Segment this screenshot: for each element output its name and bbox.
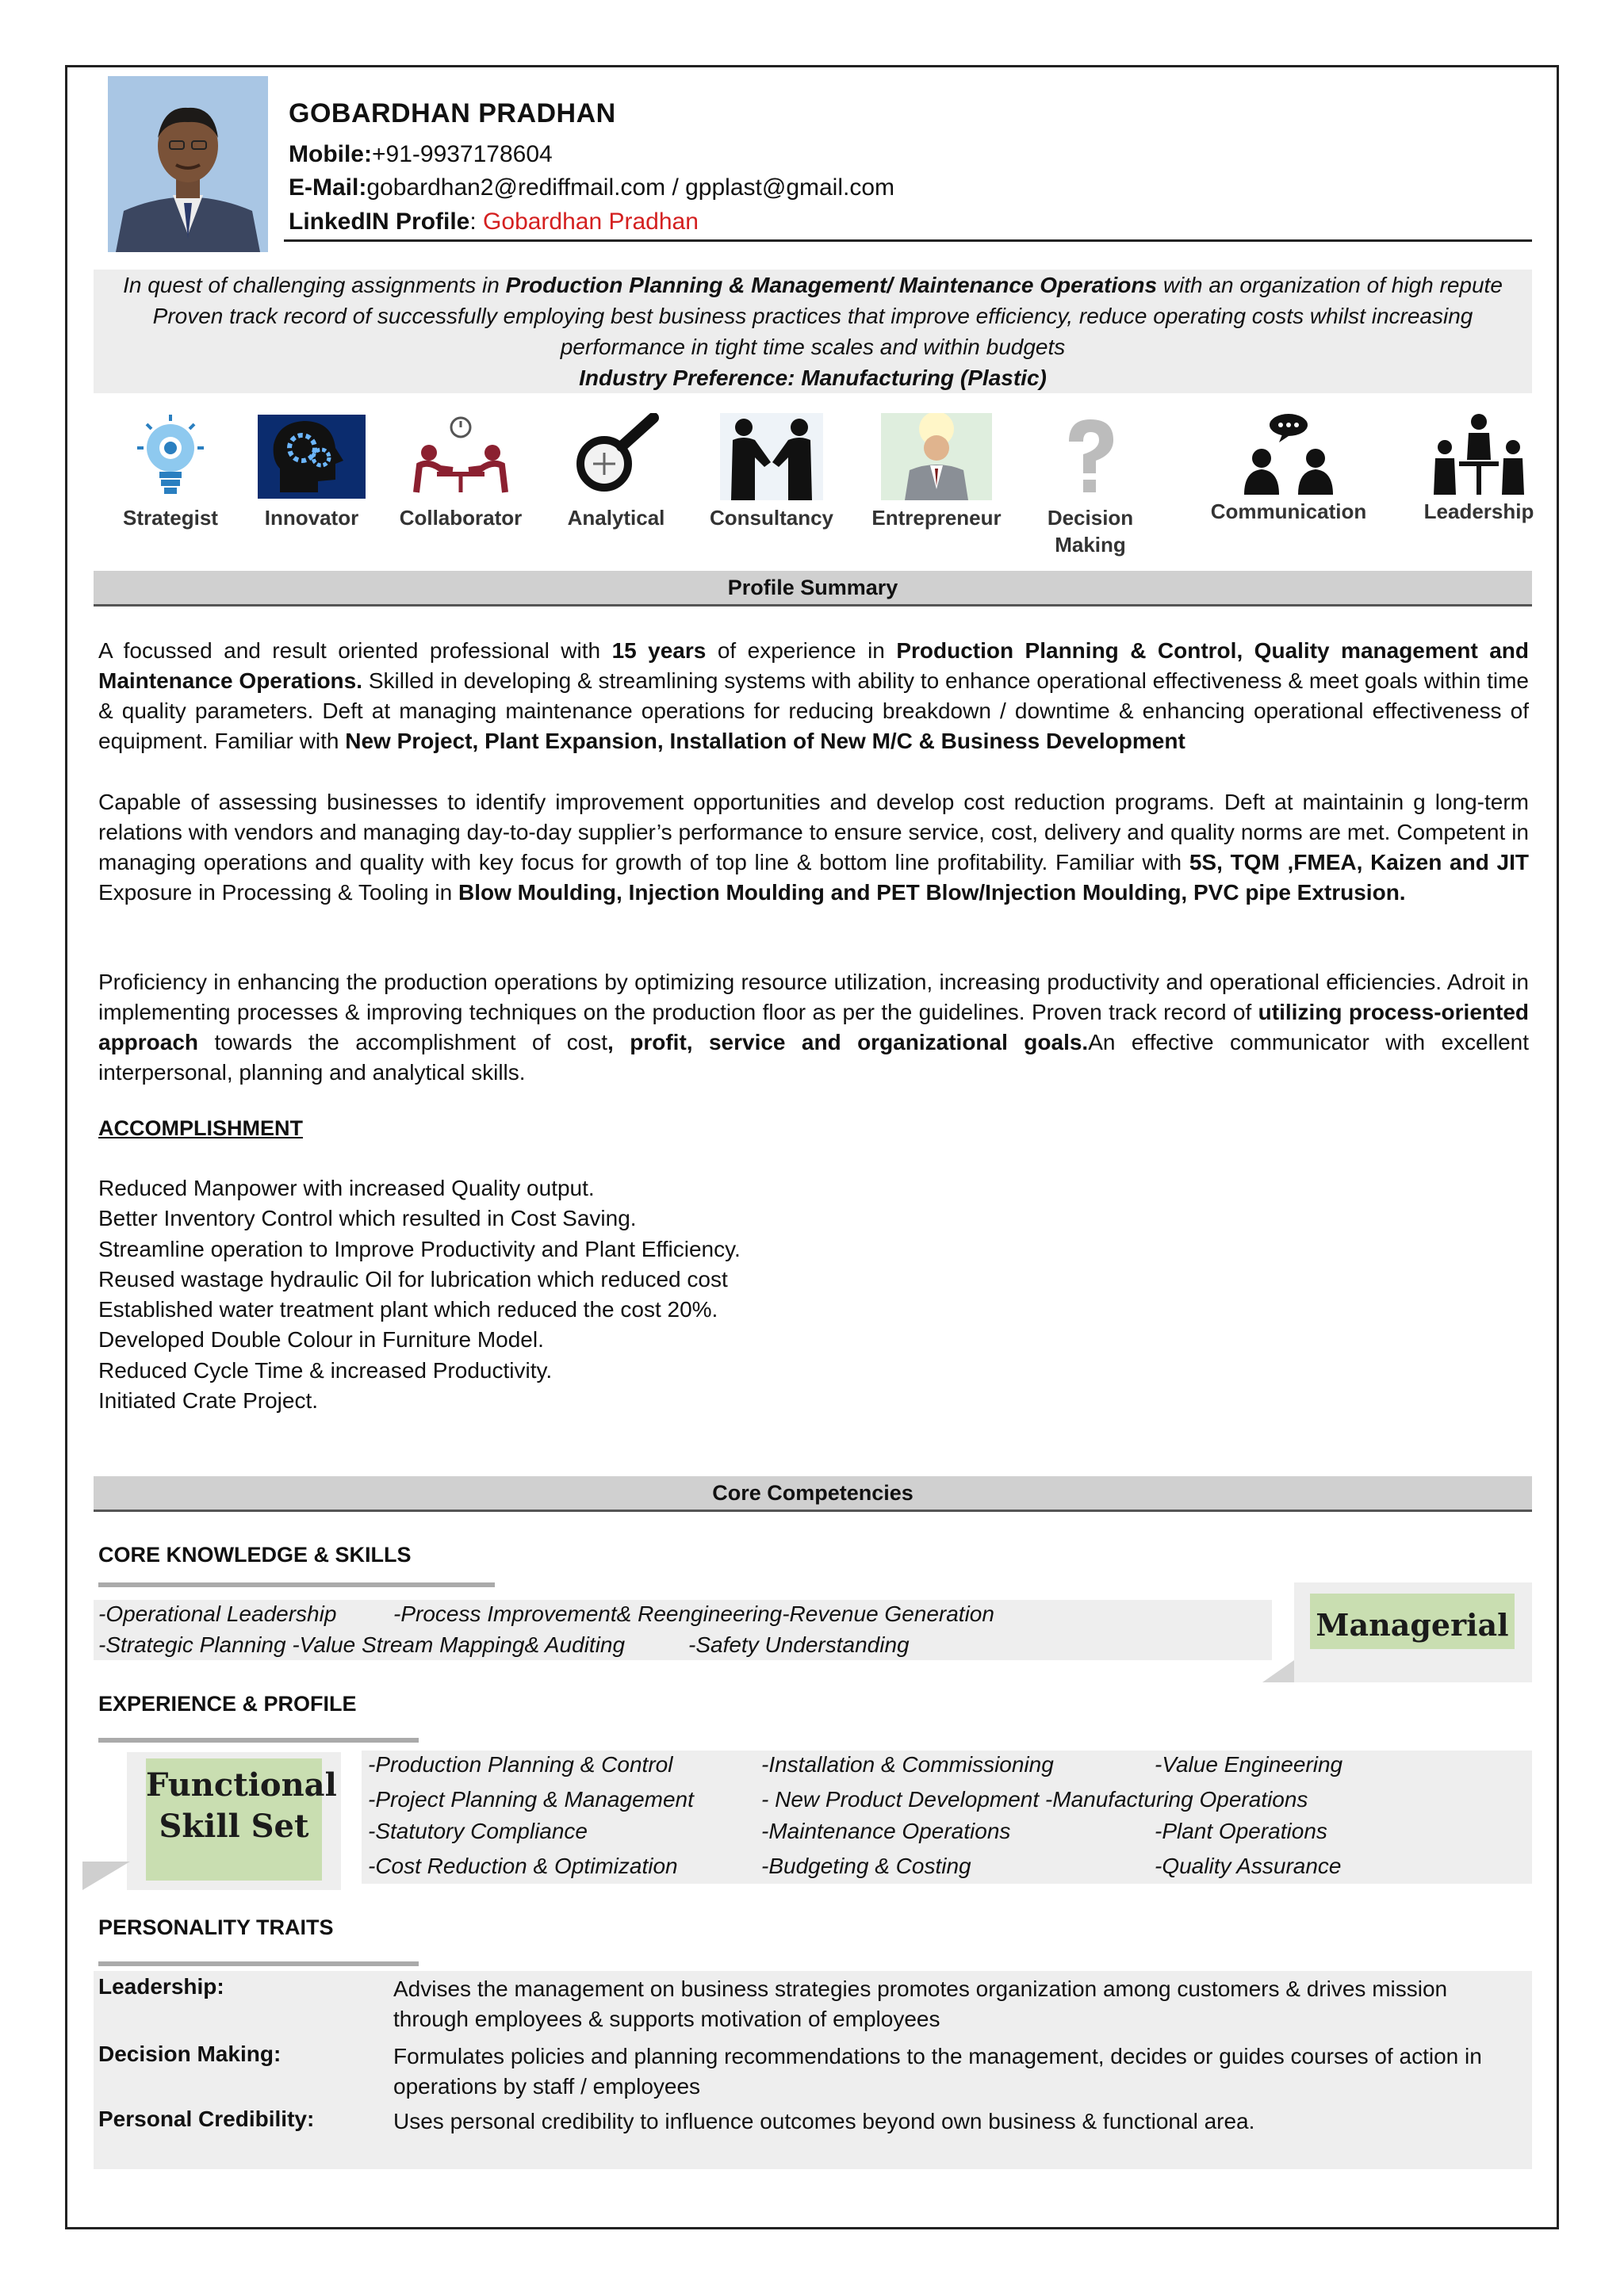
- mobile-value[interactable]: +91-9937178604: [372, 141, 553, 167]
- personality-underline: [98, 1961, 419, 1966]
- icon-analytical: Analytical: [549, 409, 684, 531]
- trait-label: Leadership:: [98, 1974, 224, 1999]
- trait-description: Formulates policies and planning recommendations to the management, decides or guides courses of action in operations by staff / employees: [393, 2044, 1482, 2099]
- summary-paragraph-2: Capable of assessing businesses to identify improvement opportunities and develop cost reduction programs. Deft at maintainin g long-term relations with vendors and managing day-to-day supplier’s performance to ensure service, cost, delivery and quality norms are met. Competent in managing operations and quality with key focus for growth of top line & bottom line profitability. Familiar with 5S, TQM ,FMEA, Kaizen and JIT Exposure in Processing & Tooling in Blow Moulding, Injection Moulding and PET Blow/Injection Moulding, PVC pipe Extrusion.: [98, 790, 1529, 905]
- email-value[interactable]: gobardhan2@rediffmail.com / gpplast@gmail.com: [366, 174, 895, 201]
- accomplishment-title: ACCOMPLISHMENT: [98, 1116, 303, 1140]
- speech-people-icon: [1233, 412, 1344, 495]
- traits-icon-row: [111, 409, 1538, 560]
- skill-item: -Budgeting & Costing: [761, 1854, 971, 1878]
- question-mark-icon: [1047, 413, 1134, 500]
- list-item: Streamline operation to Improve Productivity and Plant Efficiency.: [98, 1236, 741, 1261]
- functional-skill-set-label: Functional Skill Set: [146, 1758, 322, 1881]
- icon-communication: Communication: [1189, 409, 1388, 525]
- email-label: E-Mail:: [289, 174, 367, 201]
- objective-line-2: Proven track record of successfully employing best business practices that improve efficiency, reduce operating costs whilst increasing: [152, 304, 1473, 328]
- linkedin-label: LinkedIN Profile: [289, 209, 470, 235]
- email-line: [289, 174, 894, 201]
- handshake-icon: [720, 413, 823, 500]
- summary-paragraph-3: Proficiency in enhancing the production operations by optimizing resource utilization, increasing productivity and operational efficiencies. Adroit in implementing processes & improving techniques on the production floor as per the guidelines. Proven track record of utilizing process-oriented approach towards the accomplishment of cost, profit, service and organizational goals.An effective communicator with excellent interpersonal, planning and analytical skills.: [98, 970, 1529, 1085]
- header-divider: [284, 239, 1532, 242]
- skill-item: - New Product Development -Manufacturing Operations: [761, 1787, 1308, 1812]
- experience-profile-title: EXPERIENCE & PROFILE: [98, 1692, 357, 1716]
- list-item: Reduced Cycle Time & increased Productivity.: [98, 1357, 553, 1383]
- core-competencies-header: Core Competencies: [94, 1476, 1532, 1512]
- list-item: Established water treatment plant which reduced the cost 20%.: [98, 1297, 718, 1322]
- trait-description: Uses personal credibility to influence outcomes beyond own business & functional area.: [393, 2109, 1255, 2133]
- list-item: Initiated Crate Project.: [98, 1388, 319, 1414]
- trait-label: Decision Making:: [98, 2042, 282, 2066]
- managerial-fold: [1262, 1660, 1294, 1682]
- lightbulb-gear-icon: [123, 413, 218, 500]
- head-gears-icon: [256, 413, 367, 500]
- skill-item: -Cost Reduction & Optimization: [368, 1854, 678, 1878]
- icon-collaborator: Collaborator: [393, 409, 528, 531]
- person-photo-icon: [108, 76, 268, 252]
- magnifier-icon: [565, 413, 668, 500]
- skill-item: -Production Planning & Control: [368, 1752, 673, 1777]
- icon-leadership: Leadership: [1404, 409, 1554, 525]
- icon-decision-making: Decision Making: [1023, 409, 1158, 558]
- knowledge-item: -Safety Understanding: [688, 1632, 910, 1657]
- skill-item: -Plant Operations: [1155, 1819, 1327, 1843]
- core-knowledge-underline: [98, 1582, 495, 1587]
- icon-entrepreneur: Entrepreneur: [869, 409, 1004, 531]
- objective-line-3: performance in tight time scales and within budgets: [560, 335, 1066, 359]
- list-item: Developed Double Colour in Furniture Model.: [98, 1327, 544, 1353]
- managerial-label: Managerial: [1310, 1594, 1515, 1649]
- skill-item: -Quality Assurance: [1155, 1854, 1342, 1878]
- icon-strategist: Strategist: [103, 409, 238, 531]
- objective-line-1: In quest of challenging assignments in Production Planning & Management/ Maintenance Operations with an organization of high repute: [123, 273, 1503, 297]
- core-knowledge-title: CORE KNOWLEDGE & SKILLS: [98, 1543, 412, 1567]
- experience-underline: [98, 1738, 419, 1743]
- skill-item: -Statutory Compliance: [368, 1819, 588, 1843]
- knowledge-item: -Process Improvement& Reengineering-Revenue Generation: [393, 1601, 994, 1626]
- candidate-name: GOBARDHAN PRADHAN: [289, 98, 616, 128]
- objective-focus: Production Planning & Management/ Maintenance Operations: [505, 273, 1158, 297]
- trait-label: Personal Credibility:: [98, 2107, 315, 2131]
- skill-item: -Project Planning & Management: [368, 1787, 694, 1812]
- icon-consultancy: Consultancy: [704, 409, 839, 531]
- skill-item: -Value Engineering: [1155, 1752, 1343, 1777]
- profile-photo: [108, 76, 268, 252]
- skill-item: -Installation & Commissioning: [761, 1752, 1054, 1777]
- summary-paragraph-1: A focussed and result oriented professional with 15 years of experience in Production Planning & Control, Quality management and Maintenance Operations. Skilled in developing & streamlining systems with ability to enhance operational effectiveness & meet goals within time & quality parameters. Deft at managing maintenance operations for reducing breakdown / downtime & enhancing operational effectiveness of equipment. Familiar with New Project, Plant Expansion, Installation of New M/C & Business Development: [98, 638, 1530, 753]
- businessman-icon: [881, 413, 992, 500]
- list-item: Reduced Manpower with increased Quality output.: [98, 1176, 595, 1200]
- leader-group-icon: [1427, 412, 1530, 495]
- icon-innovator: Innovator: [244, 409, 379, 531]
- mobile-line: [289, 141, 553, 168]
- profile-summary-header: Profile Summary: [94, 571, 1532, 607]
- accomplishment-list: [98, 1173, 741, 1416]
- functional-fold: [82, 1862, 130, 1890]
- objective-box: [94, 270, 1532, 393]
- knowledge-item: -Strategic Planning -Value Stream Mapping& Auditing: [98, 1632, 626, 1657]
- list-item: Better Inventory Control which resulted in Cost Saving.: [98, 1206, 637, 1231]
- skill-item: -Maintenance Operations: [761, 1819, 1011, 1843]
- linkedin-line: [289, 209, 699, 235]
- mobile-label: Mobile:: [289, 141, 372, 167]
- linkedin-link[interactable]: Gobardhan Pradhan: [483, 209, 699, 235]
- industry-preference: Industry Preference: Manufacturing (Plastic): [579, 365, 1047, 390]
- trait-description: Advises the management on business strategies promotes organization among customers & drives mission through employees & supports motivation of employees: [393, 1976, 1448, 2031]
- knowledge-item: -Operational Leadership: [98, 1601, 337, 1626]
- list-item: Reused wastage hydraulic Oil for lubrication which reduced cost: [98, 1266, 728, 1292]
- personality-traits-title: PERSONALITY TRAITS: [98, 1915, 334, 1939]
- linkedin-separator: :: [469, 209, 484, 235]
- team-table-icon: [405, 413, 516, 500]
